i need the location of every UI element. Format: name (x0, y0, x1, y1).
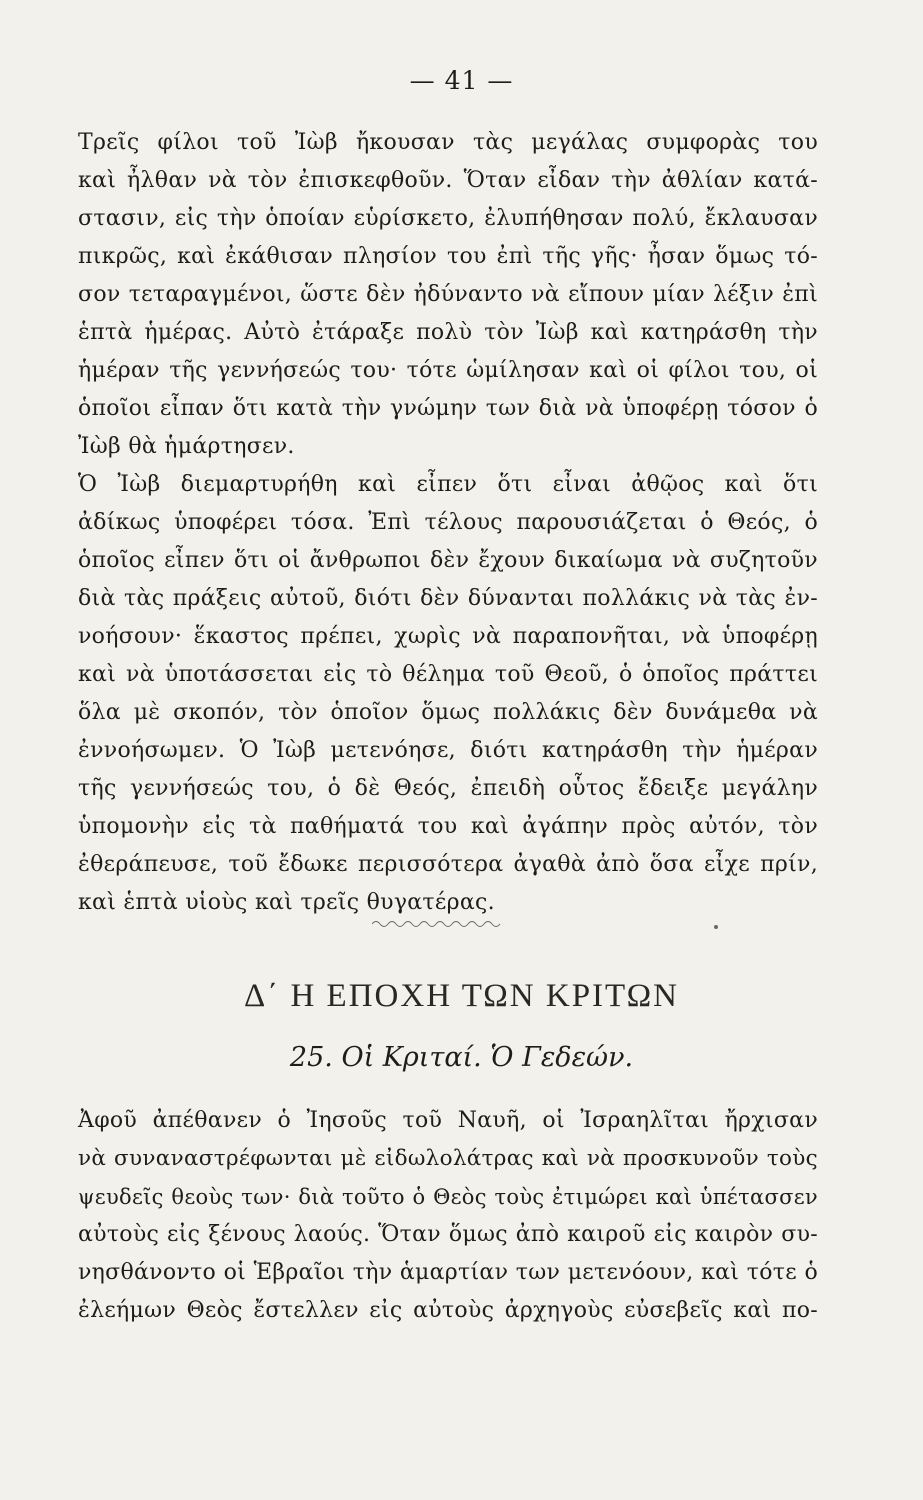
text-line: ψευδεῖς θεοὺς των· διὰ τοῦτο ὁ Θεὸς τοὺς ἐτιμώρει καὶ ὑπέτασσεν (78, 1185, 818, 1209)
chapter-heading: Δ΄ Η ΕΠΟΧΗ ΤΩΝ ΚΡΙΤΩΝ (244, 978, 679, 1014)
text-line: καὶ ἑπτὰ υἱοὺς καὶ τρεῖς θυγατέρας. (78, 890, 495, 915)
text-line: νησθάνοντο οἱ Ἑβραῖοι τὴν ἁμαρτίαν των μετενόουν, καὶ τότε ὁ (78, 1260, 818, 1285)
text-line: ὑπομονὴν εἰς τὰ παθήματά του καὶ ἀγάπην πρὸς αὐτόν, τὸν (78, 814, 818, 839)
text-line: αὐτοὺς εἰς ξένους λαούς. Ὅταν ὅμως ἀπὸ καιροῦ εἰς καιρὸν συ- (78, 1222, 818, 1247)
text-line: καὶ νὰ ὑποτάσσεται εἰς τὸ θέλημα τοῦ Θεοῦ, ὁ ὁποῖος πράττει (78, 662, 818, 687)
text-line: ὅλα μὲ σκοπόν, τὸν ὁποῖον ὅμως πολλάκις δὲν δυνάμεθα νὰ (78, 700, 818, 725)
section-heading: 25. Οἱ Κριταί. Ὁ Γεδεών. (289, 1042, 634, 1073)
text-line: καὶ ἦλθαν νὰ τὸν ἐπισκεφθοῦν. Ὅταν εἶδαν τὴν ἀθλίαν κατά- (78, 168, 818, 193)
ink-speck (714, 925, 718, 929)
text-line: ὁποῖοι εἶπαν ὅτι κατὰ τὴν γνώμην των διὰ νὰ ὑποφέρῃ τόσον ὁ (78, 396, 818, 421)
text-line: ὁποῖος εἶπεν ὅτι οἱ ἄνθρωποι δὲν ἔχουν δικαίωμα νὰ συζητοῦν (78, 548, 818, 573)
page-number: — 41 — (409, 66, 514, 95)
text-line: ἐλεήμων Θεὸς ἔστελλεν εἰς αὐτοὺς ἀρχηγοὺς εὐσεβεῖς καὶ πο- (78, 1298, 818, 1323)
text-line: ἑπτὰ ἡμέρας. Αὐτὸ ἐτάραξε πολὺ τὸν Ἰὼβ καὶ κατηράσθη τὴν (78, 320, 818, 345)
text-line: Τρεῖς φίλοι τοῦ Ἰὼβ ἤκουσαν τὰς μεγάλας συμφορὰς του (78, 130, 818, 155)
text-line: Ἀφοῦ ἀπέθανεν ὁ Ἰησοῦς τοῦ Ναυῆ, οἱ Ἰσραηλῖται ἤρχισαν (78, 1108, 818, 1133)
text-line: πικρῶς, καὶ ἐκάθισαν πλησίον του ἐπὶ τῆς γῆς· ἦσαν ὅμως τό- (78, 244, 818, 269)
text-line: Ὁ Ἰὼβ διεμαρτυρήθη καὶ εἶπεν ὅτι εἶναι ἀθῷος καὶ ὅτι (78, 472, 818, 497)
wavy-divider (372, 918, 502, 930)
text-line: ἐννοήσωμεν. Ὁ Ἰὼβ μετενόησε, διότι κατηράσθη τὴν ἡμέραν (78, 738, 818, 763)
text-line: νοήσουν· ἕκαστος πρέπει, χωρὶς νὰ παραπονῆται, νὰ ὑποφέρῃ (78, 624, 818, 649)
text-line: στασιν, εἰς τὴν ὁποίαν εὑρίσκετο, ἐλυπήθησαν πολύ, ἔκλαυσαν (78, 206, 818, 231)
text-line: τῆς γεννήσεώς του, ὁ δὲ Θεός, ἐπειδὴ οὗτος ἔδειξε μεγάλην (78, 776, 818, 801)
text-line: ἡμέραν τῆς γεννήσεώς του· τότε ὡμίλησαν καὶ οἱ φίλοι του, οἱ (78, 358, 818, 383)
text-line: διὰ τὰς πράξεις αὐτοῦ, διότι δὲν δύνανται πολλάκις νὰ τὰς ἐν- (78, 586, 818, 611)
text-line: σον τεταραγμένοι, ὥστε δὲν ἠδύναντο νὰ εἴπουν μίαν λέξιν ἐπὶ (78, 282, 818, 307)
text-line: νὰ συναναστρέφωνται μὲ εἰδωλολάτρας καὶ νὰ προσκυνοῦν τοὺς (78, 1146, 818, 1171)
text-line: ἀδίκως ὑποφέρει τόσα. Ἐπὶ τέλους παρουσιάζεται ὁ Θεός, ὁ (78, 510, 818, 535)
text-line: ἐθεράπευσε, τοῦ ἔδωκε περισσότερα ἀγαθὰ ἀπὸ ὅσα εἶχε πρίν, (78, 852, 818, 877)
body-text-top (78, 124, 818, 922)
text-line: Ἰὼβ θὰ ἡμάρτησεν. (78, 434, 295, 459)
body-text-bottom (78, 1102, 818, 1330)
